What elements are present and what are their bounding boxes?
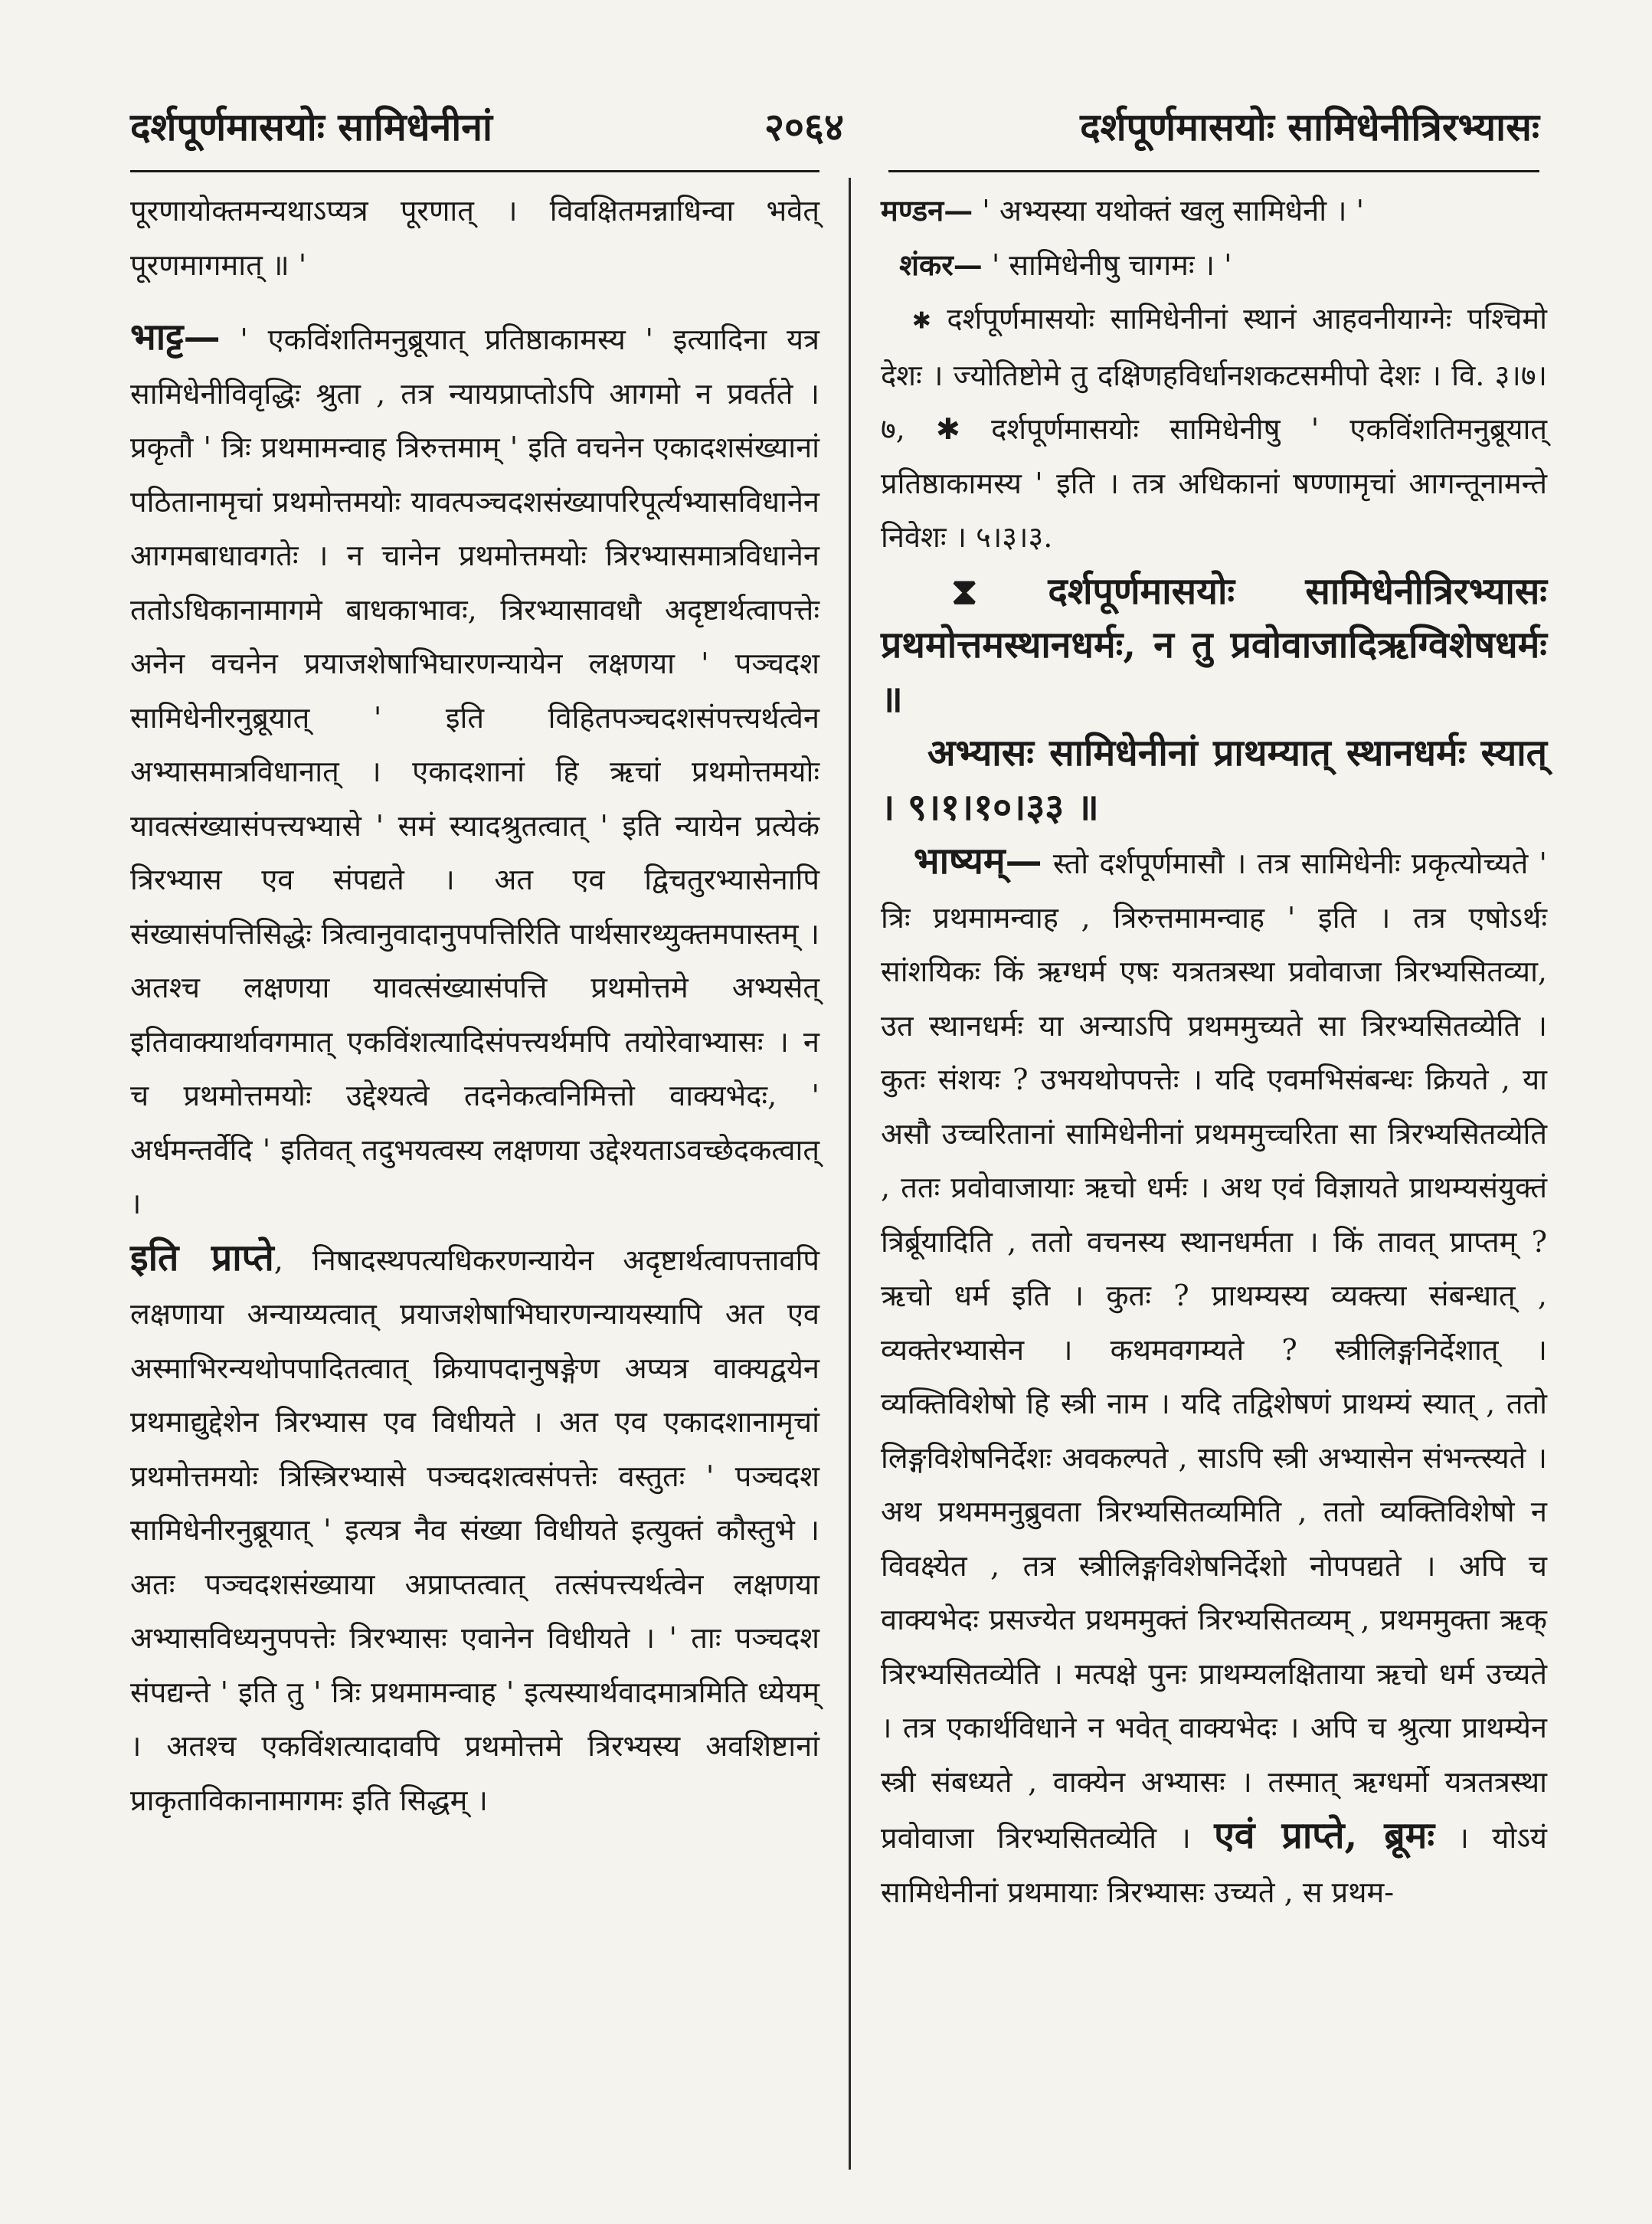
adhikarana-text: दर्शपूर्णमासयोः सामिधेनीत्रिरभ्यासः प्रथमोत्तमस्थानधर्मः, न तु प्रवोवाजादिऋग्विशेषधर्मः ॥ xyxy=(881,569,1547,721)
shankara-label: शंकर— xyxy=(899,247,983,282)
sutra-text xyxy=(881,726,1547,834)
bhashya-text: स्तो दर्शपूर्णमासौ । तत्र सामिधेनीः प्रकृत्योच्यते ' त्रिः प्रथमामन्वाह , त्रिरुत्तमामन्वाह ' इति । तत्र एषोऽर्थः सांशयिकः किं ऋग्धर्म एषः यत्रतत्रस्था प्रवोवाजा त्रिरभ्यसितव्या, उत स्थानधर्मः या अन्याऽपि प्रथममुच्यते सा त्रिरभ्यसितव्येति । कुतः संशयः ? उभयथोपपत्तेः । यदि एवमभिसंबन्धः क्रियते , या असौ उच्चरितानां सामिधेनीनां प्रथममुच्चरिता सा त्रिरभ्यसितव्येति , ततः प्रवोवाजायाः ऋचो धर्मः । अथ एवं विज्ञायते प्राथम्यसंयुक्तं त्रिर्ब्रूयादिति , ततो वचनस्य स्थानधर्मता । किं तावत् प्राप्तम् ? ऋचो धर्म इति । कुतः ? प्राथम्यस्य व्यक्त्या संबन्धात् , व्यक्तेरभ्यासेन । कथमवगम्यते ? स्त्रीलिङ्गनिर्देशात् । व्यक्तिविशेषो हि स्त्री नाम । यदि तद्विशेषणं प्राथम्यं स्यात् , ततो लिङ्गविशेषनिर्देशः अवकल्पते , साऽपि स्त्री अभ्यासेन संभन्त्स्यते । अथ प्रथममनुब्रुवता त्रिरभ्यसितव्यमिति , ततो व्यक्तिविशेषो न विवक्ष्येत , तत्र स्त्रीलिङ्गविशेषनिर्देशो नोपपद्यते । अपि च वाक्यभेदः प्रसज्येत प्रथममुक्तं त्रिरभ्यसितव्यम् , प्रथममुक्ता ऋक् त्रिरभ्यसितव्येति । मत्पक्षे पुनः प्राथम्यलक्षिताया ऋचो धर्म उच्यते । तत्र एकार्थविधाने न भवेत् वाक्यभेदः । अपि च श्रुत्या प्राथम्येन स्त्री संबध्यते , वाक्येन अभ्यासः । तस्मात् ऋग्धर्मो यत्रतत्रस्था प्रवोवाजा त्रिरभ्यसितव्येति । xyxy=(881,847,1547,1856)
bhashya-paragraph xyxy=(881,834,1547,1919)
bhatta-text: ' एकविंशतिमनुब्रूयात् प्रतिष्ठाकामस्य ' इत्यादिना यत्र सामिधेनीविवृद्धिः श्रुता , तत्र न्यायप्राप्तोऽपि आगमो न प्रवर्तते । प्रकृतौ ' त्रिः प्रथमामन्वाह त्रिरुत्तमाम् ' इति वचनेन एकादशसंख्यानां पठितानामृचां प्रथमोत्तमयोः यावत्पञ्चदशसंख्यापरिपूर्त्यभ्यासविधानेन आगमबाधावगतेः । न चानेन प्रथमोत्तमयोः त्रिरभ्यासमात्रविधानेन ततोऽधिकानामागमे बाधकाभावः, त्रिरभ्यासावधौ अदृष्टार्थत्वापत्तेः अनेन वचनेन प्रयाजशेषाभिघारणन्यायेन लक्षणया ' पञ्चदश सामिधेनीरनुब्रूयात् ' इति विहितपञ्चदशसंपत्त्यर्थत्वेन अभ्यासमात्रविधानात् । एकादशानां हि ऋचां प्रथमोत्तमयोः यावत्संख्यासंपत्त्यभ्यासे ' समं स्यादश्रुतत्वात् ' इति न्यायेन प्रत्येकं त्रिरभ्यास एव संपद्यते । अत एव द्विचतुरभ्यासेनापि संख्यासंपत्तिसिद्धेः त्रित्वानुवादानुपपत्तिरिति पार्थसारथ्युक्तमपास्तम् । अतश्च लक्षणया यावत्संख्यासंपत्ति प्रथमोत्तमे अभ्यसेत् इतिवाक्यार्थावगमात् एकविंशत्यादिसंपत्त्यर्थमपि तयोरेवाभ्यासः । न च प्रथमोत्तमयोः उद्देश्यत्वे तदनेकत्वनिमित्तो वाक्यभेदः, ' अर्धमन्तर्वेदि ' इतिवत् तदुभयत्वस्य लक्षणया उद्देश्यताऽवच्छेदकत्वात् । xyxy=(130,323,819,1220)
left-paragraph-1: पूरणायोक्तमन्यथाऽप्यत्र पूरणात् । विवक्षितमन्नाधिन्वा भवेत् पूरणमागमात् ॥ ' xyxy=(130,194,819,282)
page-number: २०६४ xyxy=(764,104,844,149)
adhikarana-heading xyxy=(881,565,1547,727)
closing-text: । योऽयं सामिधेनीनां प्रथमायाः त्रिरभ्यासः उच्यते , स प्रथम- xyxy=(881,1821,1547,1909)
shankara-line xyxy=(881,238,1547,293)
sutra-body: अभ्यासः सामिधेनीनां प्राथम्यात् स्थानधर्मः स्यात् । ९।१।१०।३३ ॥ xyxy=(881,732,1547,829)
footnote-paragraph xyxy=(881,292,1547,565)
evam-prapte-label: एवं प्राप्ते, ब्रूमः xyxy=(1214,1814,1435,1858)
header-rule-right xyxy=(888,170,1539,172)
left-column xyxy=(130,184,819,1827)
header-left-title: दर्शपूर्णमासयोः सामिधेनीनां xyxy=(130,104,492,149)
shankara-text: ' सामिधेनीषु चागमः । ' xyxy=(991,247,1232,282)
left-paragraph-3-text: , निषादस्थपत्यधिकरणन्यायेन अदृष्टार्थत्वापत्तावपि लक्षणाया अन्याय्यत्वात् प्रयाजशेषाभिघारणन्यायस्यापि अत एव अस्माभिरन्यथोपपादितत्वात् क्रियापदानुषङ्गेण अप्यत्र वाक्यद्वयेन प्रथमाद्युद्देशेन त्रिरभ्यास एव विधीयते । अत एव एकादशानामृचां प्रथमोत्तमयोः त्रिस्त्रिरभ्यासे पञ्चदशत्वसंपत्तेः वस्तुतः ' पञ्चदश सामिधेनीरनुब्रूयात् ' इत्यत्र नैव संख्या विधीयते इत्युक्तं कौस्तुभे । अतः पञ्चदशसंख्याया अप्राप्तत्वात् तत्संपत्त्यर्थत्वेन लक्षणया अभ्यासविध्यनुपपत्तेः त्रिरभ्यासः एवानेन विधीयते । ' ताः पञ्चदश संपद्यन्ते ' इति तु ' त्रिः प्रथमामन्वाह ' इत्यस्यार्थवादमात्रमिति ध्येयम् । अतश्च एकविंशत्यादावपि प्रथमोत्तमे त्रिरभ्यस्य अवशिष्टानां प्राकृताविकानामागमः इति सिद्धम् । xyxy=(130,1243,819,1817)
bhatta-label: भाट्ट— xyxy=(130,316,221,359)
prapte-label: इति प्राप्ते xyxy=(130,1236,274,1279)
right-column xyxy=(881,184,1547,1919)
header-rule-left xyxy=(130,170,819,172)
mandana-label: मण्डन— xyxy=(881,193,973,228)
page-header xyxy=(130,92,1539,161)
hourglass-icon: ⧗ xyxy=(951,569,978,613)
left-paragraph-3 xyxy=(130,1231,819,1828)
column-divider xyxy=(849,178,851,2170)
left-paragraph-bhatta xyxy=(130,310,819,1231)
star-icon: ✱ xyxy=(911,307,931,335)
mandana-text: ' अभ्यस्या यथोक्तं खलु सामिधेनी । ' xyxy=(982,194,1365,228)
mandana-line xyxy=(881,184,1547,238)
footnote-text: दर्शपूर्णमासयोः सामिधेनीनां स्थानं आहवनीयाग्नेः पश्चिमो देशः । ज्योतिष्टोमे तु दक्षिणहविर्धानशकटसमीपो देशः । वि. ३।७।७, ✱ दर्शपूर्णमासयोः सामिधेनीषु ' एकविंशतिमनुब्रूयात् प्रतिष्ठाकामस्य ' इति । तत्र अधिकानां षण्णामृचां आगन्तूनामन्ते निवेशः । ५।३।३. xyxy=(881,302,1547,555)
bhashya-label: भाष्यम्— xyxy=(913,840,1042,883)
header-right-title: दर्शपूर्णमासयोः सामिधेनीत्रिरभ्यासः xyxy=(1080,104,1539,149)
